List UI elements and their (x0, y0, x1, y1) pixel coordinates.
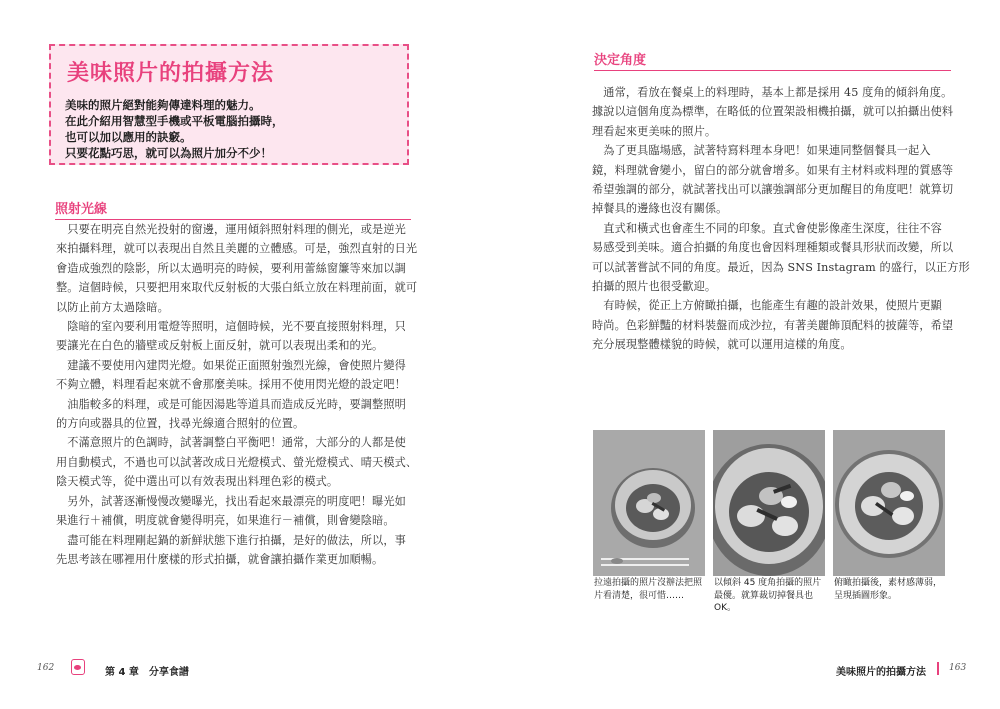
section-heading-angle: 決定角度 (594, 49, 951, 71)
body-line: 希望強調的部分，就試著找出可以讓強調部分更加醒目的角度吧！就算切 (592, 183, 954, 197)
body-line: 陰天模式等，從中選出可以有效表現出料理色彩的模式。 (56, 475, 339, 489)
intro-line: 在此介紹用智慧型手機或平板電腦拍攝時， (65, 114, 284, 128)
body-line: 要讓光在白色的牆壁或反射板上面反射，就可以表現出柔和的光。 (56, 339, 384, 353)
body-line: 為了更具臨場感，試著特寫料理本身吧！如果連同整個餐具一起入 (592, 144, 931, 158)
body-line: 的方向或器具的位置，找尋光線適合照射的位置。 (56, 417, 305, 431)
body-line: 據說以這個角度為標準，在略低的位置架設相機拍攝，就可以拍攝出使料 (592, 105, 954, 119)
page-number-right: 163 (949, 663, 967, 673)
photo-caption: 俯瞰拍攝後，素材感薄弱，呈現插圖形象。 (834, 578, 943, 601)
body-line: 直式和橫式也會產生不同的印象。直式會使影像產生深度，往往不容 (592, 221, 942, 235)
body-line: 果進行＋補償，明度就會變得明亮，如果進行－補償，則會變陰暗。 (56, 514, 395, 528)
intro-line: 只要花點巧思，就可以為照片加分不少！ (65, 146, 272, 160)
intro-title: 美味照片的拍攝方法 (67, 61, 275, 86)
body-line: 時尚。色彩鮮豔的材料裝盤而成沙拉，有著美麗飾頂配料的披薩等，希望 (592, 318, 954, 332)
body-line: 充分展現整體樣貌的時候，就可以運用這樣的角度。 (592, 338, 852, 352)
food-photo-wide (593, 430, 705, 576)
body-line: 另外，試著逐漸慢慢改變曝光，找出看起來最漂亮的明度吧！曝光如 (56, 494, 406, 508)
intro-box (49, 44, 409, 165)
body-line: 盡可能在料理剛起鍋的新鮮狀態下進行拍攝，是好的做法，所以，事 (56, 533, 406, 547)
footer-divider (937, 662, 939, 675)
body-line: 通常，看放在餐桌上的料理時，基本上都是採用 45 度角的傾斜角度。 (592, 86, 953, 99)
body-line: 易感受到美味。適合拍攝的角度也會因料理種類或餐具形狀而改變，所以 (592, 241, 954, 255)
right-page (500, 0, 1000, 709)
intro-line: 也可以加以應用的訣竅。 (65, 130, 192, 144)
body-line: 拍攝的照片也很受歡迎。 (592, 280, 717, 294)
left-body-text (56, 220, 416, 569)
body-line: 用自動模式，不過也可以試著改成日光燈模式、螢光燈模式、晴天模式、 (56, 455, 418, 469)
page-number-left: 162 (37, 663, 55, 673)
body-line: 掉餐具的邊緣也沒有關係。 (592, 202, 728, 216)
food-photo-45-degree (713, 430, 825, 576)
body-line: 陰暗的室內要利用電燈等照明，這個時候，光不要直接照射料理，只 (56, 320, 406, 334)
photo-caption: 以傾斜 45 度角拍攝的照片最優。就算裁切掉餐具也 OK。 (714, 578, 822, 613)
body-line: 會造成強烈的陰影，所以太過明亮的時候，要利用蕾絲窗簾等來加以調 (56, 261, 406, 275)
section-heading-lighting: 照射光線 (55, 198, 411, 220)
body-line: 以防止前方太過陰暗。 (56, 300, 169, 314)
body-line: 理看起來更美味的照片。 (592, 124, 717, 138)
running-title: 美味照片的拍攝方法 (836, 667, 926, 678)
body-line: 鏡，料理就會變小，留白的部分就會增多。如果有主材料或料理的質感等 (592, 163, 954, 177)
food-photo-overhead (833, 430, 945, 576)
photo-caption: 拉遠拍攝的照片沒辦法把照片看清楚，很可惜…… (594, 578, 703, 601)
body-line: 來拍攝料理，就可以表現出自然且美麗的立體感。可是，強烈直射的日光 (56, 242, 418, 256)
body-line: 不滿意照片的色調時，試著調整白平衡吧！通常，大部分的人都是使 (56, 436, 406, 450)
body-line: 整。這個時候，只要把用來取代反射板的大張白紙立放在料理前面，就可 (56, 281, 418, 295)
intro-line: 美味的照片絕對能夠傳達料理的魅力。 (65, 98, 261, 112)
body-line: 有時候，從正上方俯瞰拍攝，也能產生有趣的設計效果，使照片更顯 (592, 299, 942, 313)
body-line: 建議不要使用內建閃光燈。如果從正面照射強烈光線，會使照片變得 (56, 358, 406, 372)
body-line: 可以試著嘗試不同的角度。最近，因為 SNS Instagram 的盛行，以正方形 (592, 260, 970, 274)
chapter-icon (71, 659, 85, 675)
chapter-label: 第 4 章 分享食譜 (105, 667, 189, 678)
body-line: 先思考該在哪裡用什麼樣的形式拍攝，就會讓拍攝作業更加順暢。 (56, 552, 384, 566)
body-line: 只要在明亮自然光投射的窗邊，運用傾斜照射料理的側光，或是逆光 (56, 223, 406, 236)
body-line: 油脂較多的料理，或是可能因湯匙等道具而造成反光時，要調整照明 (56, 397, 406, 411)
body-line: 不夠立體，料理看起來就不會那麼美味。採用不使用閃光燈的設定吧！ (56, 378, 406, 392)
right-body-text (592, 83, 970, 355)
